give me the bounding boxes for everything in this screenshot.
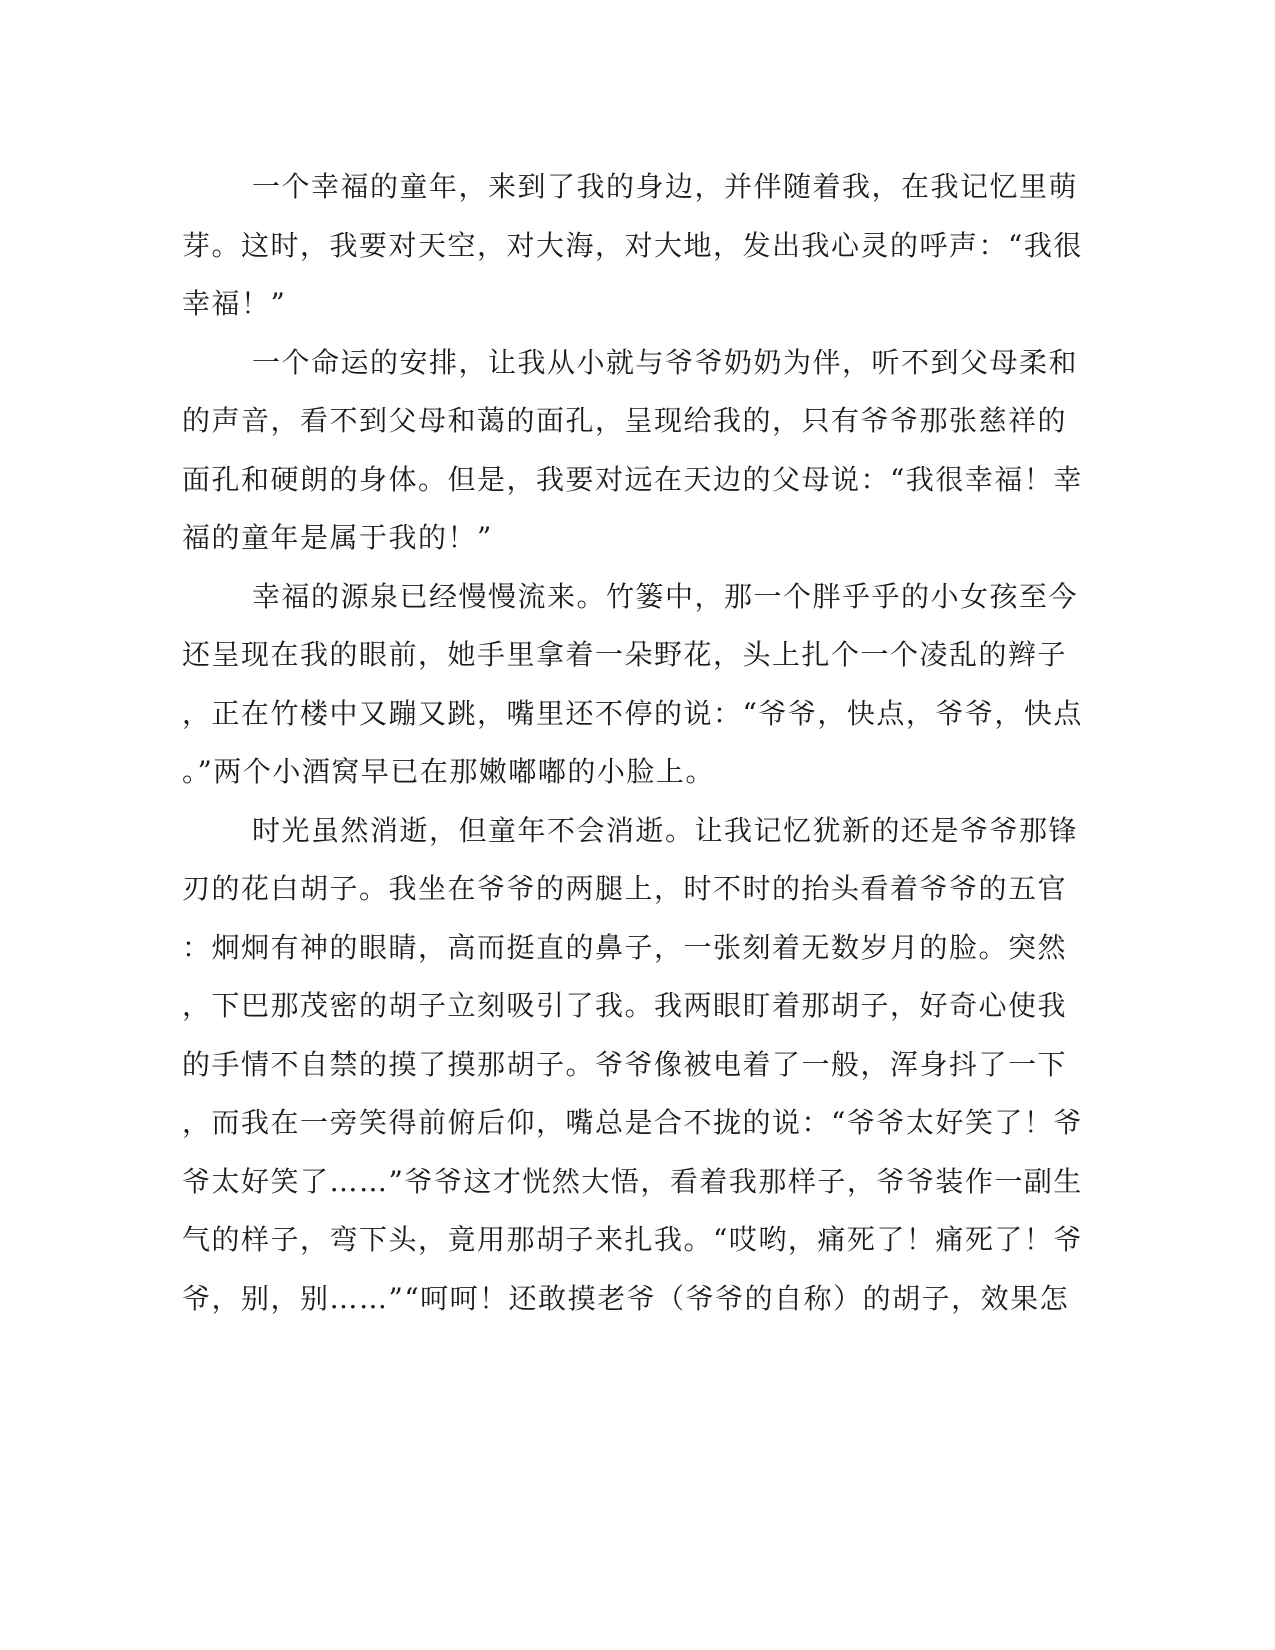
paragraph-4-line-5: 的手情不自禁的摸了摸那胡子。爷爷像被电着了一般，浑身抖了一下 — [182, 1047, 1068, 1081]
paragraph-4-line-3: ：炯炯有神的眼睛，高而挺直的鼻子，一张刻着无数岁月的脸。突然 — [182, 930, 1068, 964]
paragraph-1-line-3: 幸福！” — [182, 287, 287, 320]
paragraph-3-line-4: 。”两个小酒窝早已在那嫩嘟嘟的小脸上。 — [182, 755, 715, 788]
essay-body — [182, 158, 1083, 1328]
paragraph-4-line-7: 爷太好笑了……”爷爷这才恍然大悟，看着我那样子，爷爷装作一副生 — [182, 1164, 1083, 1198]
paragraph-2-line-2: 的声音，看不到父母和蔼的面孔，呈现给我的，只有爷爷那张慈祥的 — [182, 404, 1068, 437]
paragraph-4-line-4: ，下巴那茂密的胡子立刻吸引了我。我两眼盯着那胡子，好奇心使我 — [182, 989, 1068, 1022]
paragraph-4-line-1: 时光虽然消逝，但童年不会消逝。让我记忆犹新的还是爷爷那锋 — [252, 813, 1079, 847]
paragraph-3-line-3: ，正在竹楼中又蹦又跳，嘴里还不停的说：“爷爷，快点，爷爷，快点 — [182, 696, 1083, 730]
paragraph-4-line-6: ，而我在一旁笑得前俯后仰，嘴总是合不拢的说：“爷爷太好笑了！爷 — [182, 1106, 1083, 1139]
paragraph-3-line-2: 还呈现在我的眼前，她手里拿着一朵野花，头上扎个一个凌乱的辫子 — [182, 638, 1068, 671]
paragraph-3-line-1: 幸福的源泉已经慢慢流来。竹篓中，那一个胖乎乎的小女孩至今 — [252, 579, 1079, 613]
paragraph-1-line-1: 一个幸福的童年，来到了我的身边，并伴随着我，在我记忆里萌 — [252, 170, 1079, 203]
paragraph-4-line-9: 爷，别，别……”“呵呵！还敢摸老爷（爷爷的自称）的胡子，效果怎 — [182, 1281, 1070, 1315]
paragraph-1-line-2: 芽。这时，我要对天空，对大海，对大地，发出我心灵的呼声：“我很 — [182, 228, 1083, 262]
paragraph-4-line-8: 气的样子，弯下头，竟用那胡子来扎我。“哎哟，痛死了！痛死了！爷 — [182, 1223, 1083, 1256]
paragraph-4-line-2: 刃的花白胡子。我坐在爷爷的两腿上，时不时的抬头看着爷爷的五官 — [182, 872, 1068, 905]
paragraph-2-line-3: 面孔和硬朗的身体。但是，我要对远在天边的父母说：“我很幸福！幸 — [182, 462, 1083, 496]
paragraph-2-line-4: 福的童年是属于我的！” — [182, 521, 493, 554]
paragraph-2-line-1: 一个命运的安排，让我从小就与爷爷奶奶为伴，听不到父母柔和 — [252, 345, 1079, 379]
